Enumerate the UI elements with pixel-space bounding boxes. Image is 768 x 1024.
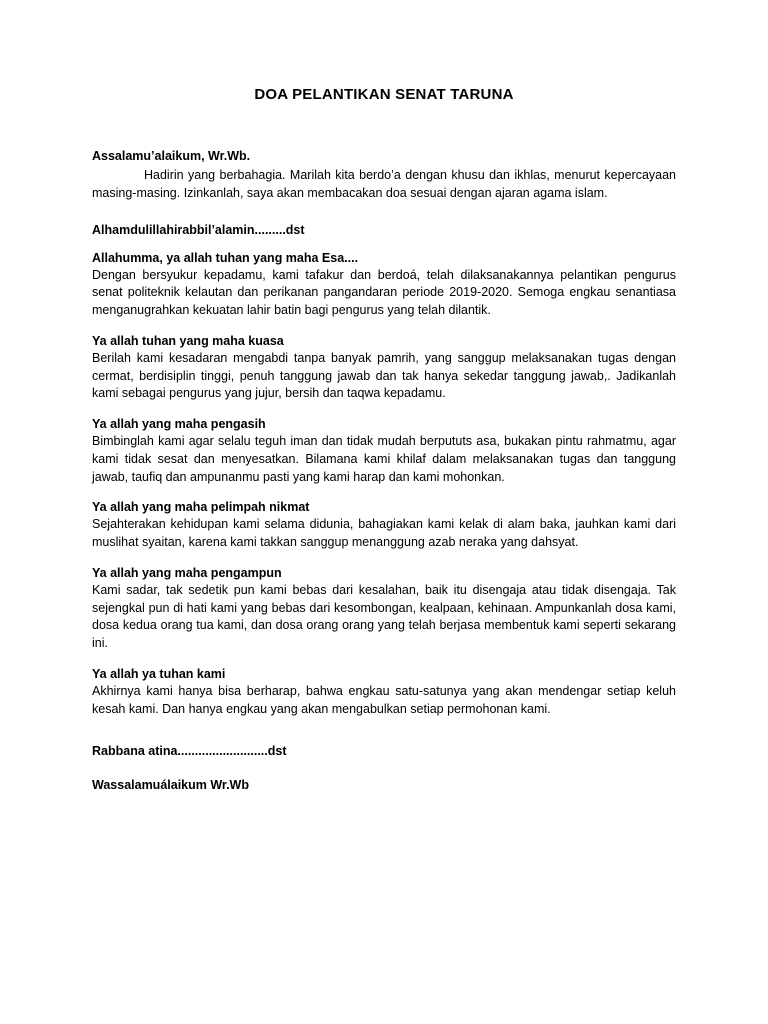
closing-line-salam: Wassalamuálaikum Wr.Wb <box>92 778 249 793</box>
page-title: DOA PELANTIKAN SENAT TARUNA <box>254 86 514 103</box>
document-body <box>92 149 676 792</box>
section-heading: Allahumma, ya allah tuhan yang maha Esa.... <box>92 250 359 265</box>
section-text: Akhirnya kami hanya bisa berharap, bahwa engkau satu-satunya yang akan mendengar setiap keluh kesah kami. Dan hanya engkau yang akan mengabulkan setiap permohonan kami. <box>92 683 676 716</box>
prayer-section <box>92 251 676 320</box>
section-heading: Ya allah ya tuhan kami <box>92 666 226 681</box>
closing-line-rabbana: Rabbana atina..........................dst <box>92 744 287 759</box>
prayer-section <box>92 417 676 486</box>
section-heading: Ya allah yang maha pelimpah nikmat <box>92 500 310 515</box>
prayer-section <box>92 566 676 653</box>
prayer-section <box>92 667 676 719</box>
prayer-section <box>92 500 676 552</box>
section-heading: Ya allah tuhan yang maha kuasa <box>92 333 284 348</box>
opening-paragraph: Hadirin yang berbahagia. Marilah kita berdo’a dengan khusu dan ikhlas, menurut kepercayaan masing-masing. Izinkanlah, saya akan membacakan doa sesuai dengan ajaran agama islam. <box>92 168 676 200</box>
greeting-line: Assalamu’alaikum, Wr.Wb. <box>92 149 251 163</box>
prayer-section <box>92 334 676 403</box>
section-text: Dengan bersyukur kepadamu, kami tafakur dan berdoá, telah dilaksanakannya pelantikan pengurus senat politeknik kelautan dan perikanan pangandaran periode 2019-2020. Semoga engkau senantiasa menganugrahkan kekuatan lahir batin bagi pengurus yang telah dilantik. <box>92 267 676 317</box>
section-text: Berilah kami kesadaran mengabdi tanpa banyak pamrih, yang sanggup melaksanakan tugas dengan cermat, berdisiplin tinggi, penuh tanggung jawab dan tak hanya sekedar tanggung jawab,. Jadikanlah kami sebagai pengurus yang jujur, bersih dan taqwa kepadamu. <box>92 350 676 401</box>
hamdalah-line: Alhamdulillahirabbil’alamin.........dst <box>92 222 305 237</box>
section-text: Kami sadar, tak sedetik pun kami bebas dari kesalahan, baik itu disengaja atau tidak disengaja. Tak sejengkal pun di hati kami yang bebas dari kesombongan, kealpaan, kehinaan. Ampunkanlah dosa kami, dosa kedua orang tua kami, dan dosa orang orang yang telah berjasa membentuk kami seperti sekarang ini. <box>92 582 676 650</box>
section-heading: Ya allah yang maha pengasih <box>92 417 266 431</box>
closing-block <box>92 744 676 792</box>
section-heading: Ya allah yang maha pengampun <box>92 565 282 580</box>
section-text: Sejahterakan kehidupan kami selama didunia, bahagiakan kami kelak di alam baka, jauhkan kami dari muslihat syaitan, karena kami takkan sanggup menanggung azab neraka yang dahsyat. <box>92 517 676 549</box>
section-text: Bimbinglah kami agar selalu teguh iman dan tidak mudah berpututs asa, bukakan pintu rahmatmu, agar kami tidak sesat dan menyesatkan. Bilamana kami khilaf dalam melaksanakan tugas dan tanggung jawab, taufiq dan ampunanmu pasti yang kami harap dan kami mohonkan. <box>92 434 676 484</box>
